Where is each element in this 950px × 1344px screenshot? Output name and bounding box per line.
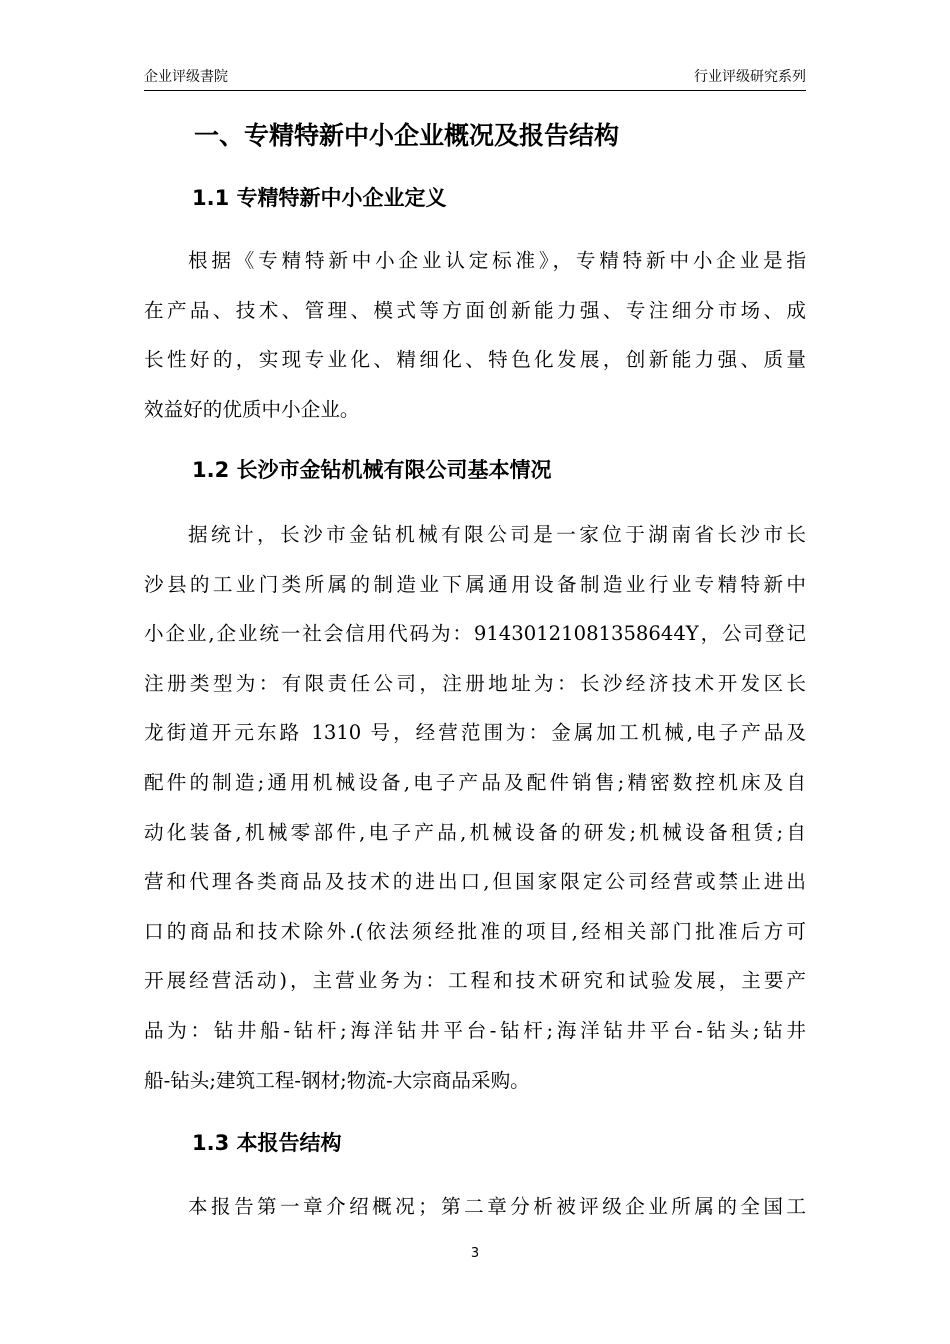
paragraph-line: 动化装备,机械零部件,电子产品,机械设备的研发;机械设备租赁;自 xyxy=(144,820,806,844)
page-number: 3 xyxy=(470,1246,480,1261)
paragraph-line: 注册类型为：有限责任公司，注册地址为：长沙经济技术开发区长 xyxy=(144,671,806,695)
paragraph-line: 长性好的，实现专业化、精细化、特色化发展，创新能力强、质量 xyxy=(144,348,806,372)
paragraph-line: 据统计，长沙市金钻机械有限公司是一家位于湖南省长沙市长 xyxy=(188,523,806,546)
chapter-title: 一、专精特新中小企业概况及报告结构 xyxy=(194,121,620,150)
paragraph-line: 品为：钻井船-钻杆;海洋钻井平台-钻杆;海洋钻井平台-钻头;钻井 xyxy=(144,1018,806,1042)
paragraph-line: 根据《专精特新中小企业认定标准》，专精特新中小企业是指 xyxy=(188,249,806,272)
section-title-1-2: 1.2 长沙市金钻机械有限公司基本情况 xyxy=(192,458,552,482)
header-left-text: 企业评级書院 xyxy=(144,69,228,85)
paragraph-line: 配件的制造;通用机械设备,电子产品及配件销售;精密数控机床及自 xyxy=(144,770,806,794)
paragraph-line: 沙县的工业门类所属的制造业下属通用设备制造业行业专精特新中 xyxy=(144,572,806,596)
paragraph-line: 开展经营活动)，主营业务为：工程和技术研究和试验发展，主要产 xyxy=(144,969,806,993)
paragraph-line: 效益好的优质中小企业。 xyxy=(144,397,360,421)
paragraph-line: 船-钻头;建筑工程-钢材;物流-大宗商品采购。 xyxy=(144,1068,530,1092)
paragraph-line: 本报告第一章介绍概况；第二章分析被评级企业所属的全国工 xyxy=(188,1195,806,1218)
paragraph-line: 小企业,企业统一社会信用代码为：91430121081358644Y，公司登记 xyxy=(144,622,806,646)
paragraph-definition xyxy=(144,236,806,434)
paragraph-company-info xyxy=(144,510,806,1105)
paragraph-line: 龙街道开元东路 1310 号，经营范围为：金属加工机械,电子产品及 xyxy=(144,721,806,745)
paragraph-line: 在产品、技术、管理、模式等方面创新能力强、专注细分市场、成 xyxy=(144,298,806,322)
section-title-1-3: 1.3 本报告结构 xyxy=(192,1131,342,1155)
paragraph-report-structure xyxy=(144,1182,806,1232)
page-header xyxy=(144,64,806,91)
section-title-1-1: 1.1 专精特新中小企业定义 xyxy=(192,186,447,210)
paragraph-line: 口的商品和技术除外.(依法须经批准的项目,经相关部门批准后方可 xyxy=(144,919,806,943)
header-right-text: 行业评级研究系列 xyxy=(694,69,806,85)
paragraph-line: 营和代理各类商品及技术的进出口,但国家限定公司经营或禁止进出 xyxy=(144,870,806,894)
